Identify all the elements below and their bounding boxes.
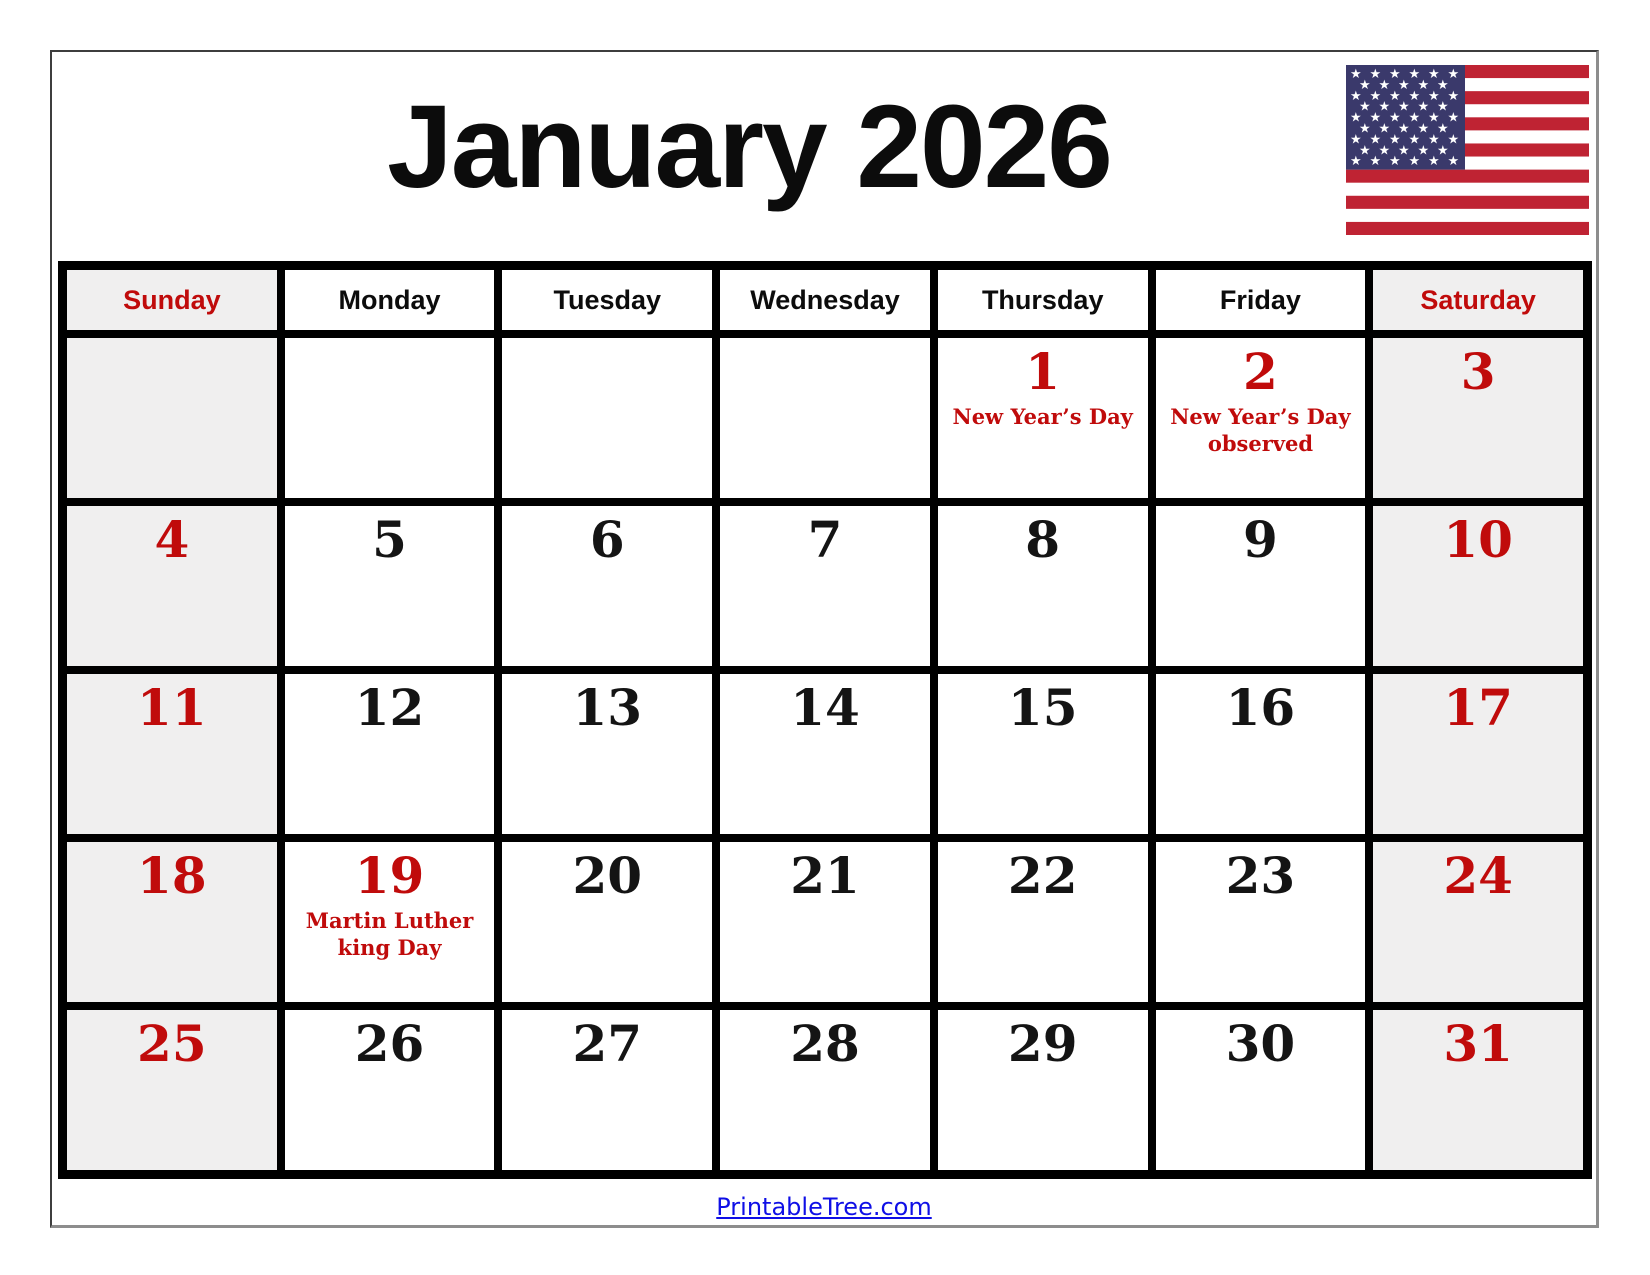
day-cell-28 xyxy=(720,1010,930,1170)
page-title: January 2026 xyxy=(387,81,1111,213)
day-cell-1 xyxy=(938,338,1148,498)
svg-text:★: ★ xyxy=(1428,132,1440,148)
day-cell-23 xyxy=(1156,842,1366,1002)
day-cell-17 xyxy=(1373,674,1583,834)
svg-text:★: ★ xyxy=(1359,143,1371,159)
day-number: 15 xyxy=(1007,678,1078,737)
svg-text:★: ★ xyxy=(1428,67,1440,82)
svg-text:★: ★ xyxy=(1350,132,1362,148)
day-number: 17 xyxy=(1443,678,1513,737)
svg-text:★: ★ xyxy=(1378,77,1391,93)
day-number: 10 xyxy=(1443,510,1513,569)
svg-text:★: ★ xyxy=(1378,143,1391,159)
svg-text:★: ★ xyxy=(1408,88,1421,104)
svg-text:★: ★ xyxy=(1398,143,1410,159)
svg-text:★: ★ xyxy=(1389,67,1401,82)
svg-text:★: ★ xyxy=(1417,143,1430,159)
svg-text:★: ★ xyxy=(1437,99,1449,115)
weekday-header-tuesday: Tuesday xyxy=(502,270,712,330)
svg-text:★: ★ xyxy=(1369,110,1382,126)
day-cell-31 xyxy=(1373,1010,1583,1170)
day-cell-16 xyxy=(1156,674,1366,834)
svg-text:★: ★ xyxy=(1369,154,1382,170)
svg-text:★: ★ xyxy=(1350,67,1362,82)
day-number: 21 xyxy=(790,846,860,905)
holiday-label: New Year’s Day xyxy=(952,403,1133,429)
svg-text:★: ★ xyxy=(1408,67,1421,82)
day-cell-4 xyxy=(67,506,277,666)
svg-text:★: ★ xyxy=(1359,77,1371,93)
day-cell-6 xyxy=(502,506,712,666)
day-cell-18 xyxy=(67,842,277,1002)
svg-text:★: ★ xyxy=(1437,143,1449,159)
weekday-header-thursday: Thursday xyxy=(938,270,1148,330)
svg-text:★: ★ xyxy=(1437,77,1449,93)
svg-text:★: ★ xyxy=(1447,154,1460,170)
day-number: 11 xyxy=(137,678,207,737)
day-cell-15 xyxy=(938,674,1148,834)
day-number: 31 xyxy=(1443,1014,1513,1073)
svg-text:★: ★ xyxy=(1447,132,1460,148)
svg-text:★: ★ xyxy=(1389,132,1401,148)
day-cell-8 xyxy=(938,506,1148,666)
day-cell-5 xyxy=(285,506,495,666)
svg-text:★: ★ xyxy=(1408,110,1421,126)
day-number: 5 xyxy=(372,510,407,569)
svg-text:★: ★ xyxy=(1398,77,1410,93)
weekday-header-wednesday: Wednesday xyxy=(720,270,930,330)
day-cell-29 xyxy=(938,1010,1148,1170)
day-cell-empty xyxy=(67,338,277,498)
day-number: 12 xyxy=(354,678,425,737)
day-cell-empty xyxy=(502,338,712,498)
day-number: 8 xyxy=(1025,510,1061,569)
svg-text:★: ★ xyxy=(1428,88,1440,104)
day-cell-30 xyxy=(1156,1010,1366,1170)
svg-text:★: ★ xyxy=(1389,110,1401,126)
day-cell-12 xyxy=(285,674,495,834)
day-number: 2 xyxy=(1243,342,1278,401)
weekday-header-saturday: Saturday xyxy=(1373,270,1583,330)
day-cell-22 xyxy=(938,842,1148,1002)
footer-link[interactable]: PrintableTree.com xyxy=(716,1193,932,1221)
day-cell-13 xyxy=(502,674,712,834)
day-number: 27 xyxy=(572,1014,643,1073)
svg-text:★: ★ xyxy=(1447,67,1460,82)
day-cell-21 xyxy=(720,842,930,1002)
svg-text:★: ★ xyxy=(1350,154,1362,170)
day-cell-3 xyxy=(1373,338,1583,498)
day-number: 20 xyxy=(572,846,643,905)
day-number: 18 xyxy=(137,846,207,905)
day-number: 3 xyxy=(1460,342,1496,401)
svg-text:★: ★ xyxy=(1408,154,1421,170)
weekday-header-monday: Monday xyxy=(285,270,495,330)
svg-text:★: ★ xyxy=(1398,121,1410,137)
day-cell-empty xyxy=(720,338,930,498)
weekday-header-friday: Friday xyxy=(1156,270,1366,330)
day-number: 26 xyxy=(354,1014,425,1073)
svg-text:★: ★ xyxy=(1417,77,1430,93)
svg-text:★: ★ xyxy=(1378,99,1391,115)
day-cell-14 xyxy=(720,674,930,834)
day-cell-7 xyxy=(720,506,930,666)
day-number: 13 xyxy=(572,678,643,737)
holiday-label: New Year’s Day observed xyxy=(1170,403,1351,456)
svg-text:★: ★ xyxy=(1359,121,1371,137)
day-number: 9 xyxy=(1243,510,1278,569)
weekday-header-sunday: Sunday xyxy=(67,270,277,330)
day-number: 30 xyxy=(1225,1014,1296,1073)
day-number: 7 xyxy=(807,510,843,569)
footer xyxy=(52,1193,1596,1221)
svg-text:★: ★ xyxy=(1417,99,1430,115)
day-number: 28 xyxy=(790,1014,860,1073)
svg-text:★: ★ xyxy=(1378,121,1391,137)
day-number: 29 xyxy=(1007,1014,1078,1073)
svg-text:★: ★ xyxy=(1447,88,1460,104)
svg-text:★: ★ xyxy=(1389,88,1401,104)
day-number: 25 xyxy=(137,1014,207,1073)
svg-text:★: ★ xyxy=(1408,132,1421,148)
day-number: 14 xyxy=(790,678,860,737)
svg-text:★: ★ xyxy=(1350,110,1362,126)
calendar-page xyxy=(50,50,1599,1228)
day-number: 24 xyxy=(1443,846,1513,905)
svg-text:★: ★ xyxy=(1447,110,1460,126)
day-cell-2 xyxy=(1156,338,1366,498)
svg-text:★: ★ xyxy=(1398,99,1410,115)
svg-text:★: ★ xyxy=(1369,88,1382,104)
day-cell-26 xyxy=(285,1010,495,1170)
day-cell-11 xyxy=(67,674,277,834)
day-cell-27 xyxy=(502,1010,712,1170)
svg-text:★: ★ xyxy=(1350,88,1362,104)
day-number: 22 xyxy=(1007,846,1078,905)
day-cell-9 xyxy=(1156,506,1366,666)
us-flag-icon xyxy=(1346,65,1589,235)
day-number: 23 xyxy=(1225,846,1296,905)
day-number: 4 xyxy=(154,510,190,569)
svg-text:★: ★ xyxy=(1428,154,1440,170)
svg-text:★: ★ xyxy=(1428,110,1440,126)
calendar-grid xyxy=(58,261,1592,1179)
svg-text:★: ★ xyxy=(1359,99,1371,115)
day-cell-24 xyxy=(1373,842,1583,1002)
day-number: 19 xyxy=(354,846,425,905)
svg-text:★: ★ xyxy=(1389,154,1401,170)
day-number: 6 xyxy=(589,510,625,569)
svg-text:★: ★ xyxy=(1417,121,1430,137)
day-cell-19 xyxy=(285,842,495,1002)
holiday-label: Martin Luther king Day xyxy=(305,907,474,960)
day-number: 1 xyxy=(1025,342,1061,401)
day-cell-empty xyxy=(285,338,495,498)
svg-text:★: ★ xyxy=(1437,121,1449,137)
day-cell-20 xyxy=(502,842,712,1002)
day-cell-10 xyxy=(1373,506,1583,666)
svg-text:★: ★ xyxy=(1369,132,1382,148)
day-number: 16 xyxy=(1225,678,1296,737)
day-cell-25 xyxy=(67,1010,277,1170)
svg-text:★: ★ xyxy=(1369,67,1382,82)
